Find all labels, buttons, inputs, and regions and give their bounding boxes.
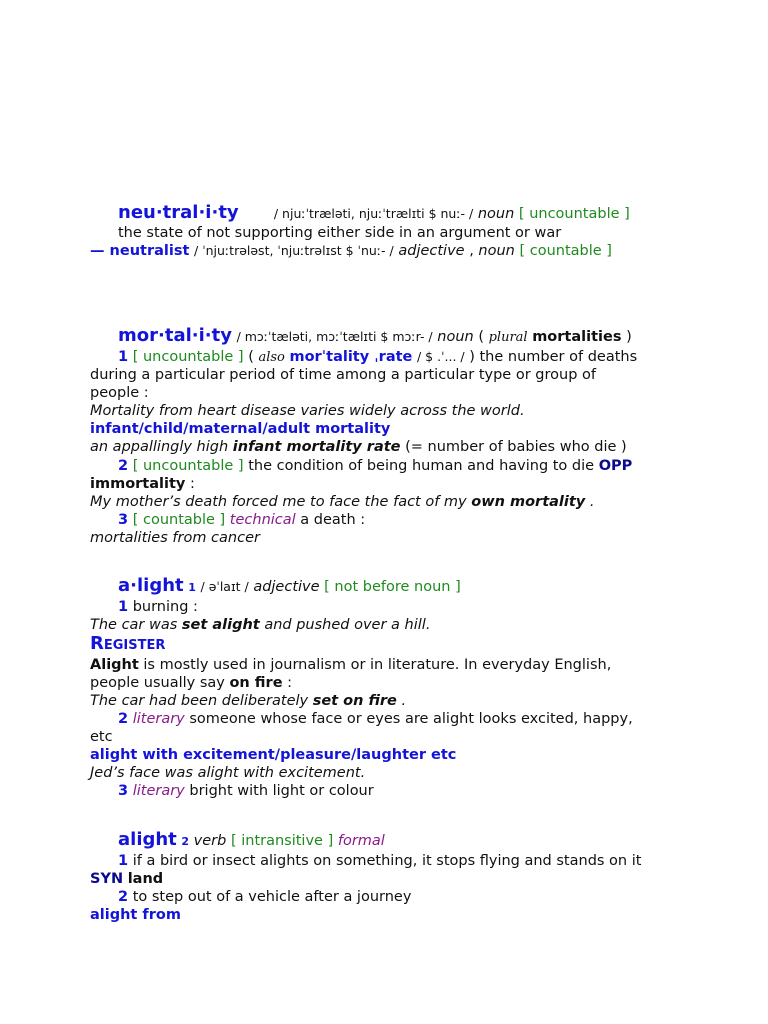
- headword: a·light: [118, 575, 184, 596]
- register-label: literary: [132, 783, 185, 799]
- example: mortalities from cancer: [90, 530, 260, 546]
- synonym-word: land: [127, 871, 164, 887]
- example: The car had been deliberately set on fire .: [90, 693, 407, 709]
- plural-form: mortalities: [532, 329, 622, 345]
- entry-mortality-head: mor·tal·i·ty / mɔːˈtæləti, mɔːˈtælɪti $ mɔːr- / noun ( plural mortalities ): [118, 325, 632, 346]
- sense-3: [118, 782, 374, 800]
- collocation: infant/child/maternal/adult mortality: [90, 421, 391, 437]
- definition: someone whose face or eyes are alight looks excited, happy,: [189, 711, 633, 727]
- register-note-cont: people usually say on fire :: [90, 675, 293, 691]
- example: Mortality from heart disease varies widely across the world.: [90, 403, 525, 419]
- also-label: also: [258, 350, 285, 365]
- part-of-speech: noun: [477, 206, 515, 222]
- definition: burning :: [132, 599, 198, 615]
- pronunciation: / njuːˈtræləti, njuːˈtrælɪti $ nuː- /: [273, 206, 474, 221]
- register-label: formal: [337, 833, 385, 849]
- grammar-label: [ countable ]: [132, 512, 226, 528]
- sense-number: 1: [118, 349, 129, 365]
- homograph-number: 2: [181, 835, 190, 848]
- variant-form: morˈtality ˌrate: [289, 349, 413, 365]
- homograph-number: 1: [188, 581, 196, 594]
- register-note: Alight is mostly used in journalism or in literature. In everyday English,: [90, 657, 612, 673]
- sense-2: [118, 457, 632, 475]
- derived-word: — neutralist: [90, 243, 190, 259]
- sense-1: 1 [ uncountable ] ( also morˈtality ˌrate / $ .ˈ... / ) the number of deaths: [118, 349, 638, 365]
- sense-3: [118, 511, 365, 529]
- sense-2: [118, 888, 411, 906]
- collocation: alight with excitement/pleasure/laughter etc: [90, 747, 457, 763]
- part-of-speech: noun: [437, 329, 474, 345]
- headword: mor·tal·i·ty: [118, 325, 232, 346]
- entry-alight1-head: [118, 577, 461, 597]
- definition-cont: during a particular period of time among a particular type or group of: [90, 367, 596, 383]
- derived-grammar: [ countable ]: [519, 243, 612, 259]
- derived-pos-2: noun: [478, 243, 515, 259]
- entry-neutrality-head: [118, 204, 630, 223]
- plural-label: plural: [488, 330, 528, 345]
- grammar-label: [ not before noun ]: [324, 579, 461, 595]
- opposite: immortality :: [90, 476, 195, 492]
- sense-2: [118, 710, 633, 728]
- headword: neu·tral·i·ty: [118, 202, 239, 223]
- sense-number: 2: [118, 711, 129, 727]
- derived-pos: adjective: [398, 243, 465, 259]
- grammar-label: [ intransitive ]: [230, 833, 334, 849]
- collocation: alight from: [90, 907, 181, 923]
- register-label: technical: [229, 512, 296, 528]
- definition: to step out of a vehicle after a journey: [132, 889, 412, 905]
- definition-cont: people :: [90, 385, 149, 401]
- example: The car was set alight and pushed over a hill.: [90, 617, 431, 633]
- opposite-word: immortality: [90, 476, 186, 492]
- grammar-label: [ uncountable ]: [132, 349, 244, 365]
- example: My mother’s death forced me to face the fact of my own mortality .: [90, 494, 595, 510]
- sense-1: [118, 598, 198, 616]
- derived-form: — neutralist / ˈnjuːtrələst, ˈnjuːtrəlɪst $ ˈnuː- / adjective , noun [ countable ]: [90, 243, 612, 259]
- entry-alight2-head: [118, 831, 385, 851]
- sense-number: 2: [118, 458, 129, 474]
- opposite-label: OPP: [598, 458, 633, 474]
- sense-number: 3: [118, 512, 129, 528]
- sense-1: [118, 852, 641, 870]
- pronunciation: / mɔːˈtæləti, mɔːˈtælɪti $ mɔːr- /: [236, 329, 433, 344]
- sense-number: 2: [118, 889, 129, 905]
- synonym-label: SYN: [90, 871, 124, 887]
- definition: the condition of being human and having to die: [248, 458, 595, 474]
- definition: if a bird or insect alights on something, it stops flying and stands on it: [132, 853, 642, 869]
- definition: a death :: [300, 512, 366, 528]
- register-label: literary: [132, 711, 185, 727]
- variant-pronunciation: / $ .ˈ... /: [416, 349, 465, 364]
- definition: ) the number of deaths: [469, 349, 638, 365]
- sense-number: 3: [118, 783, 129, 799]
- grammar-label: [ uncountable ]: [518, 206, 630, 222]
- sense-number: 1: [118, 853, 129, 869]
- headword: alight: [118, 829, 177, 850]
- definition: the state of not supporting either side in an argument or war: [118, 225, 562, 241]
- example: Jed’s face was alight with excitement.: [90, 765, 366, 781]
- definition: bright with light or colour: [189, 783, 374, 799]
- part-of-speech: verb: [193, 833, 227, 849]
- grammar-label: [ uncountable ]: [132, 458, 244, 474]
- definition-cont: etc: [90, 729, 113, 745]
- example: an appallingly high infant mortality rate (= number of babies who die ): [90, 439, 627, 455]
- register-note-title: Register: [90, 633, 166, 654]
- sense-number: 1: [118, 599, 129, 615]
- derived-pronunciation: / ˈnjuːtrələst, ˈnjuːtrəlɪst $ ˈnuː- /: [194, 243, 394, 258]
- part-of-speech: adjective: [253, 579, 320, 595]
- synonym: [90, 870, 163, 888]
- pronunciation: / əˈlaɪt /: [200, 579, 249, 594]
